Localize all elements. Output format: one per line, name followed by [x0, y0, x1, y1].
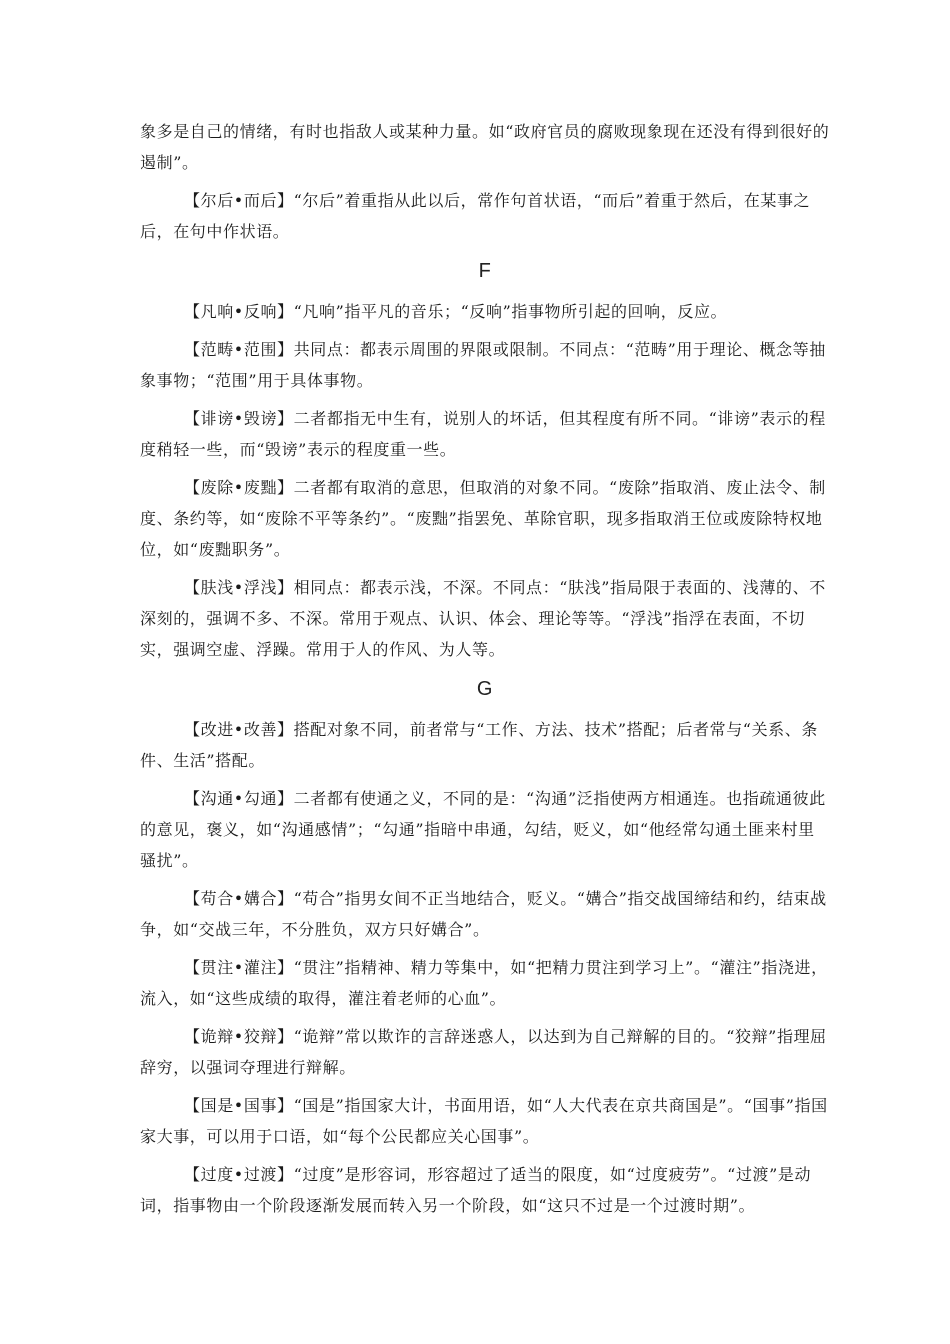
entry-text: 相同点：都表示浅，不深。不同点：“肤浅”指局限于表面的、浅薄的、不深刻的，强调不多、不深。常用于观点、认识、体会、理论等等。“浮浅”指浮在表面，不切实，强调空虚、浮躁。常用于人的作风、为人等。 — [140, 578, 826, 659]
entry-gaijin — [140, 714, 830, 776]
entry-text: “凡响”指平凡的音乐；“反响”指事物所引起的回响，反应。 — [293, 302, 728, 321]
entry-term: 【苟合•媾合】 — [184, 889, 294, 908]
entry-text: “过度”是形容词，形容超过了适当的限度，如“过度疲劳”。“过渡”是动词，指事物由一个阶段逐渐发展而转入另一个阶段，如“这只不过是一个过渡时期”。 — [140, 1165, 812, 1215]
entry-fuqian — [140, 572, 830, 665]
entry-guanzhu — [140, 952, 830, 1014]
entry-text: “国是”指国家大计，书面用语，如“人大代表在京共商国是”。“国事”指国家大事，可以用于口语，如“每个公民都应关心国事”。 — [140, 1096, 828, 1146]
entry-text: 搭配对象不同，前者常与“工作、方法、技术”搭配；后者常与“关系、条件、生活”搭配。 — [140, 720, 818, 770]
entry-erhou — [140, 185, 830, 247]
entry-text: 共同点：都表示周围的界限或限制。不同点：“范畴”用于理论、概念等抽象事物；“范围”用于具体事物。 — [140, 340, 826, 390]
entry-term: 【沟通•勾通】 — [184, 789, 294, 808]
entry-term: 【凡响•反响】 — [184, 302, 294, 321]
entry-term: 【诡辩•狡辩】 — [184, 1027, 294, 1046]
entry-gouhe — [140, 883, 830, 945]
entry-term: 【贯注•灌注】 — [184, 958, 294, 977]
intro-paragraph — [140, 116, 830, 178]
entry-term: 【国是•国事】 — [184, 1096, 294, 1115]
entry-guoshi — [140, 1090, 830, 1152]
entry-text: “诡辩”常以欺诈的言辞迷惑人，以达到为自己辩解的目的。“狡辩”指理屈辞穷，以强词夺理进行辩解。 — [140, 1027, 827, 1077]
entry-text: “贯注”指精神、精力等集中，如“把精力贯注到学习上”。“灌注”指浇进，流入，如“这些成绩的取得，灌注着老师的心血”。 — [140, 958, 828, 1008]
section-heading-f: F — [478, 260, 492, 282]
entry-term: 【范畴•范围】 — [184, 340, 294, 359]
entry-term: 【尔后•而后】 — [184, 191, 294, 210]
entry-guibian — [140, 1021, 830, 1083]
intro-text: 象多是自己的情绪，有时也指敌人或某种力量。如“政府官员的腐败现象现在还没有得到很好的遏制”。 — [140, 122, 830, 172]
entry-text: 二者都有取消的意思，但取消的对象不同。“废除”指取消、废止法令、制度、条约等，如“废除不平等条约”。“废黜”指罢免、革除官职，现多指取消王位或废除特权地位，如“废黜职务”。 — [140, 478, 826, 559]
entry-text: “苟合”指男女间不正当地结合，贬义。“媾合”指交战国缔结和约，结束战争，如“交战三年，不分胜负，双方只好媾合”。 — [140, 889, 827, 939]
entry-term: 【改进•改善】 — [184, 720, 294, 739]
entry-term: 【废除•废黜】 — [184, 478, 294, 497]
entry-feibang — [140, 403, 830, 465]
entry-text: “尔后”着重指从此以后，常作句首状语，“而后”着重于然后，在某事之后，在句中作状语。 — [140, 191, 811, 241]
entry-fanchou — [140, 334, 830, 396]
entry-term: 【肤浅•浮浅】 — [184, 578, 294, 597]
entry-text: 二者都指无中生有，说别人的坏话，但其程度有所不同。“诽谤”表示的程度稍轻一些，而“毁谤”表示的程度重一些。 — [140, 409, 826, 459]
entry-guodu — [140, 1159, 830, 1221]
entry-term: 【过度•过渡】 — [184, 1165, 294, 1184]
entry-fanxiang — [140, 296, 830, 327]
document-body — [140, 116, 830, 1228]
entry-feichu — [140, 472, 830, 565]
section-heading-g: G — [476, 678, 494, 700]
entry-term: 【诽谤•毁谤】 — [184, 409, 294, 428]
entry-text: 二者都有使通之义，不同的是：“沟通”泛指使两方相通连。也指疏通彼此的意见，褒义，如“沟通感情”；“勾通”指暗中串通，勾结，贬义，如“他经常勾通土匪来村里骚扰”。 — [140, 789, 826, 870]
entry-goutong — [140, 783, 830, 876]
